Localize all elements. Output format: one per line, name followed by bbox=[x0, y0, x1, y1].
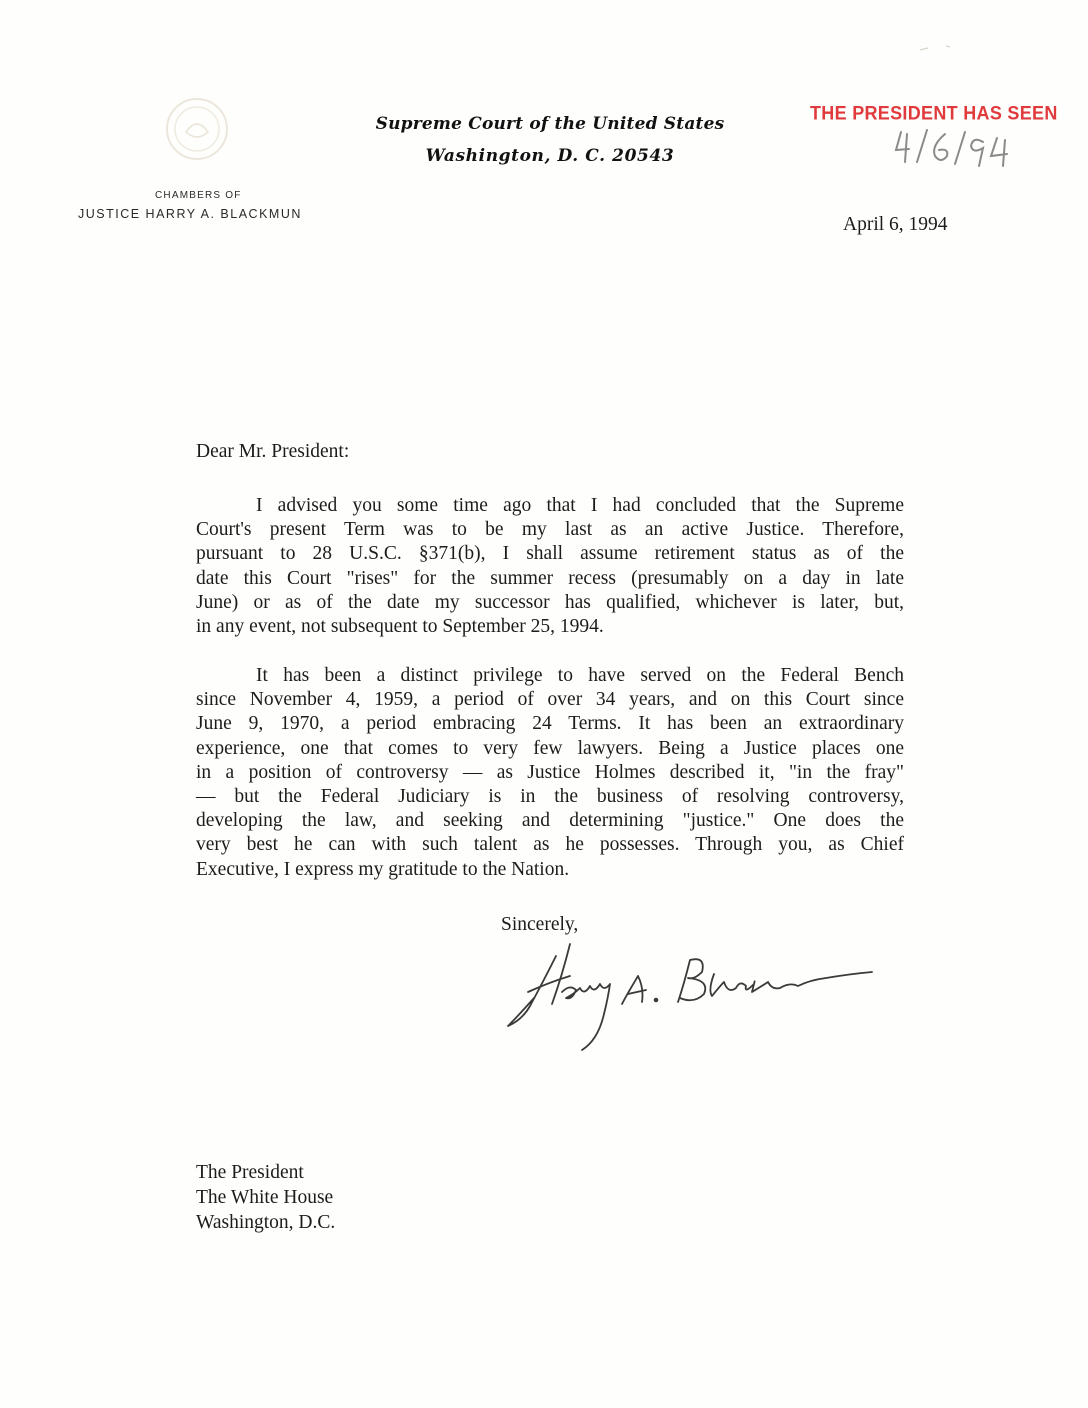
paragraph-line: — but the Federal Judiciary is in the business of resolving controversy, bbox=[196, 786, 904, 808]
court-seal-emboss bbox=[160, 92, 234, 166]
letter-date: April 6, 1994 bbox=[843, 214, 948, 235]
paragraph-line: developing the law, and seeking and determining "justice." One does the bbox=[196, 810, 904, 832]
chambers-label: CHAMBERS OF bbox=[155, 190, 242, 201]
closing: Sincerely, bbox=[501, 914, 579, 935]
paragraph-line: date this Court "rises" for the summer recess (presumably on a day in late bbox=[196, 567, 904, 589]
paragraph-line: experience, one that comes to very few lawyers. Being a Justice places one bbox=[196, 737, 904, 759]
paragraph-line: Court's present Term was to be my last as an active Justice. Therefore, bbox=[196, 519, 904, 541]
letterhead-court-name: Supreme Court of the United States bbox=[375, 114, 725, 134]
paragraph-line: very best he can with such talent as he possesses. Through you, as Chief bbox=[196, 834, 904, 856]
paragraph-line: June 9, 1970, a period embracing 24 Terms. It has been an extraordinary bbox=[196, 713, 904, 735]
paragraph-line: pursuant to 28 U.S.C. §371(b), I shall assume retirement status as of the bbox=[196, 543, 904, 565]
president-has-seen-stamp: THE PRESIDENT HAS SEEN bbox=[810, 102, 1058, 124]
recipient-location: The White House bbox=[196, 1187, 334, 1208]
paragraph-line: in a position of controversy — as Justice Holmes described it, "in the fray" bbox=[196, 761, 904, 783]
paragraph-line: in any event, not subsequent to September 25, 1994. bbox=[196, 616, 604, 638]
recipient-title: The President bbox=[196, 1162, 304, 1183]
paragraph-line: June) or as of the date my successor has qualified, whichever is later, but, bbox=[196, 591, 904, 613]
letterhead-address: Washington, D. C. 20543 bbox=[425, 146, 675, 166]
corner-pencil-mark bbox=[916, 38, 976, 58]
recipient-city: Washington, D.C. bbox=[196, 1212, 336, 1233]
paragraph-line: since November 4, 1959, a period of over 34 years, and on this Court since bbox=[196, 689, 904, 711]
paragraph-line: I advised you some time ago that I had concluded that the Supreme bbox=[256, 495, 904, 516]
chambers-justice-name: JUSTICE HARRY A. BLACKMUN bbox=[78, 207, 302, 221]
paragraph-line: It has been a distinct privilege to have served on the Federal Bench bbox=[256, 665, 904, 686]
body-paragraph-2 bbox=[196, 664, 904, 882]
salutation: Dear Mr. President: bbox=[196, 441, 350, 462]
handwritten-signature bbox=[500, 936, 880, 1056]
paragraph-line: Executive, I express my gratitude to the Nation. bbox=[196, 858, 570, 880]
body-paragraph-1 bbox=[196, 494, 904, 639]
handwritten-stamp-date bbox=[893, 122, 1033, 182]
